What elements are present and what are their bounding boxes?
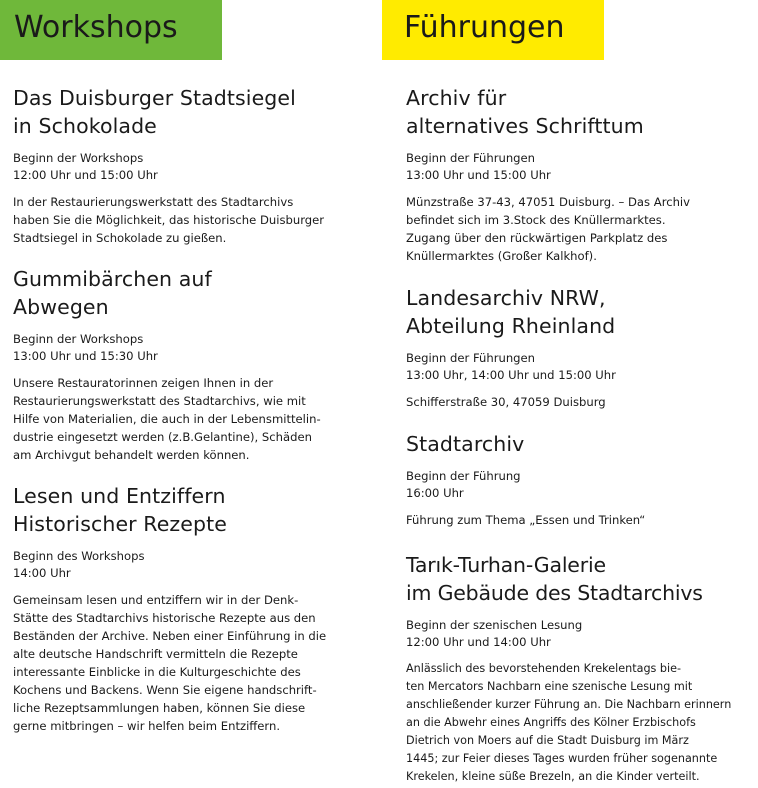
tour-time: Beginn der Führung 16:00 Uhr — [406, 469, 521, 500]
tour-description: Münzstraße 37-43, 47051 Duisburg. – Das Archiv befindet sich im 3.Stock des Knüllermarktes. Zugang über den rückwärtigen Parkplatz des Knüllermarktes (Großer Kalkhof). — [406, 195, 691, 263]
workshop-title: Das Duisburger Stadtsiegel in Schokolade — [13, 86, 296, 138]
fuehrungen-column — [382, 0, 758, 783]
tour-entry — [406, 551, 758, 786]
tour-time: Beginn der Führungen 13:00 Uhr, 14:00 Uhr und 15:00 Uhr — [406, 351, 616, 382]
workshop-title: Gummibärchen auf Abwegen — [13, 267, 212, 319]
workshop-description: Unsere Restauratorinnen zeigen Ihnen in der Restaurierungswerkstatt des Stadtarchivs, wie mit Hilfe von Materialien, die auch in der Lebensmittelin- dustrie eingesetzt werden (z.B.Gelantine), Schäden am Archivgut behandelt werden können. — [13, 376, 321, 462]
tour-time: Beginn der Führungen 13:00 Uhr und 15:00 Uhr — [406, 151, 551, 182]
tour-address: Schifferstraße 30, 47059 Duisburg — [406, 395, 606, 409]
workshop-entry — [13, 482, 368, 735]
fuehrungen-header: Führungen — [382, 0, 604, 60]
tour-title: Archiv für alternatives Schrifttum — [406, 86, 644, 138]
workshop-entry — [13, 265, 368, 464]
tour-title: Landesarchiv NRW, Abteilung Rheinland — [406, 286, 616, 338]
workshop-time: Beginn der Workshops 13:00 Uhr und 15:30 Uhr — [13, 332, 158, 363]
tour-title: Stadtarchiv — [406, 432, 525, 456]
workshops-header: Workshops — [0, 0, 222, 60]
workshop-time: Beginn des Workshops 14:00 Uhr — [13, 549, 145, 580]
tour-time: Beginn der szenischen Lesung 12:00 Uhr und 14:00 Uhr — [406, 618, 583, 649]
workshop-time: Beginn der Workshops 12:00 Uhr und 15:00 Uhr — [13, 151, 158, 182]
tour-entry — [406, 284, 758, 411]
workshop-description: In der Restaurierungswerkstatt des Stadtarchivs haben Sie die Möglichkeit, das historische Duisburger Stadtsiegel in Schokolade zu gießen. — [13, 195, 325, 245]
tour-entry — [406, 84, 758, 265]
tour-title: Tarık-Turhan-Galerie im Gebäude des Stadtarchivs — [406, 553, 703, 605]
workshops-column — [0, 0, 372, 733]
workshop-title: Lesen und Entziffern Historischer Rezepte — [13, 484, 227, 536]
tour-description: Führung zum Thema „Essen und Trinken“ — [406, 513, 646, 527]
tour-entry — [406, 430, 758, 529]
tour-description: Anlässlich des bevorstehenden Krekelentags bie- ten Mercators Nachbarn eine szenische Lesung mit anschließender kurzer Führung an. Die Nachbarn erinnern an die Abwehr eines Angriffs des Kölner Erzbischofs Dietrich von Moers auf die Stadt Duisburg im März 1445; zur Feier dieses Tages wurden früher sogenannte Krekelen, kleine süße Brezeln, an die Kinder verteilt. — [406, 662, 732, 783]
workshop-description: Gemeinsam lesen und entziffern wir in der Denk- Stätte des Stadtarchivs historische Rezepte aus den Beständen der Archive. Neben einer Einführung in die alte deutsche Handschrift vermitteln die Rezepte interessante Einblicke in die Kulturgeschichte des Kochens und Backens. Wenn Sie eigene handschrift- liche Rezeptsammlungen haben, können Sie diese gerne mitbringen – wir helfen beim Entziffern. — [13, 593, 327, 733]
workshop-entry — [13, 84, 368, 247]
